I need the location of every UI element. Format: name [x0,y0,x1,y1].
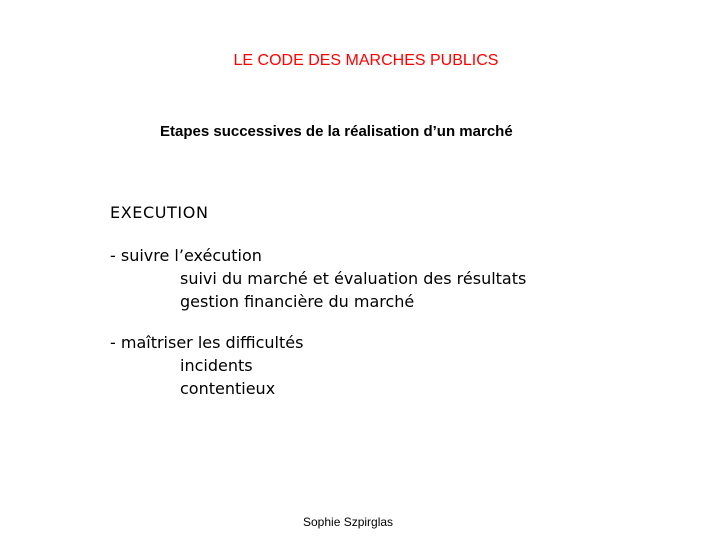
author-footer: Sophie Szpirglas [303,515,394,529]
slide-title: LE CODE DES MARCHES PUBLICS [233,52,499,69]
sub-item: gestion financière du marché [180,292,415,311]
sub-item: incidents [180,356,253,375]
slide-subtitle: Etapes successives de la réalisation d’un marché [160,123,513,140]
sub-item: suivi du marché et évaluation des résultats [180,269,527,288]
section-heading: EXECUTION [110,203,209,222]
bullet-label: - maîtriser les difficultés [110,333,304,352]
bullet-group-suivre [110,244,526,313]
bullet-group-maitriser [110,331,303,400]
sub-item: contentieux [180,379,276,398]
bullet-label: - suivre l’exécution [110,246,262,265]
